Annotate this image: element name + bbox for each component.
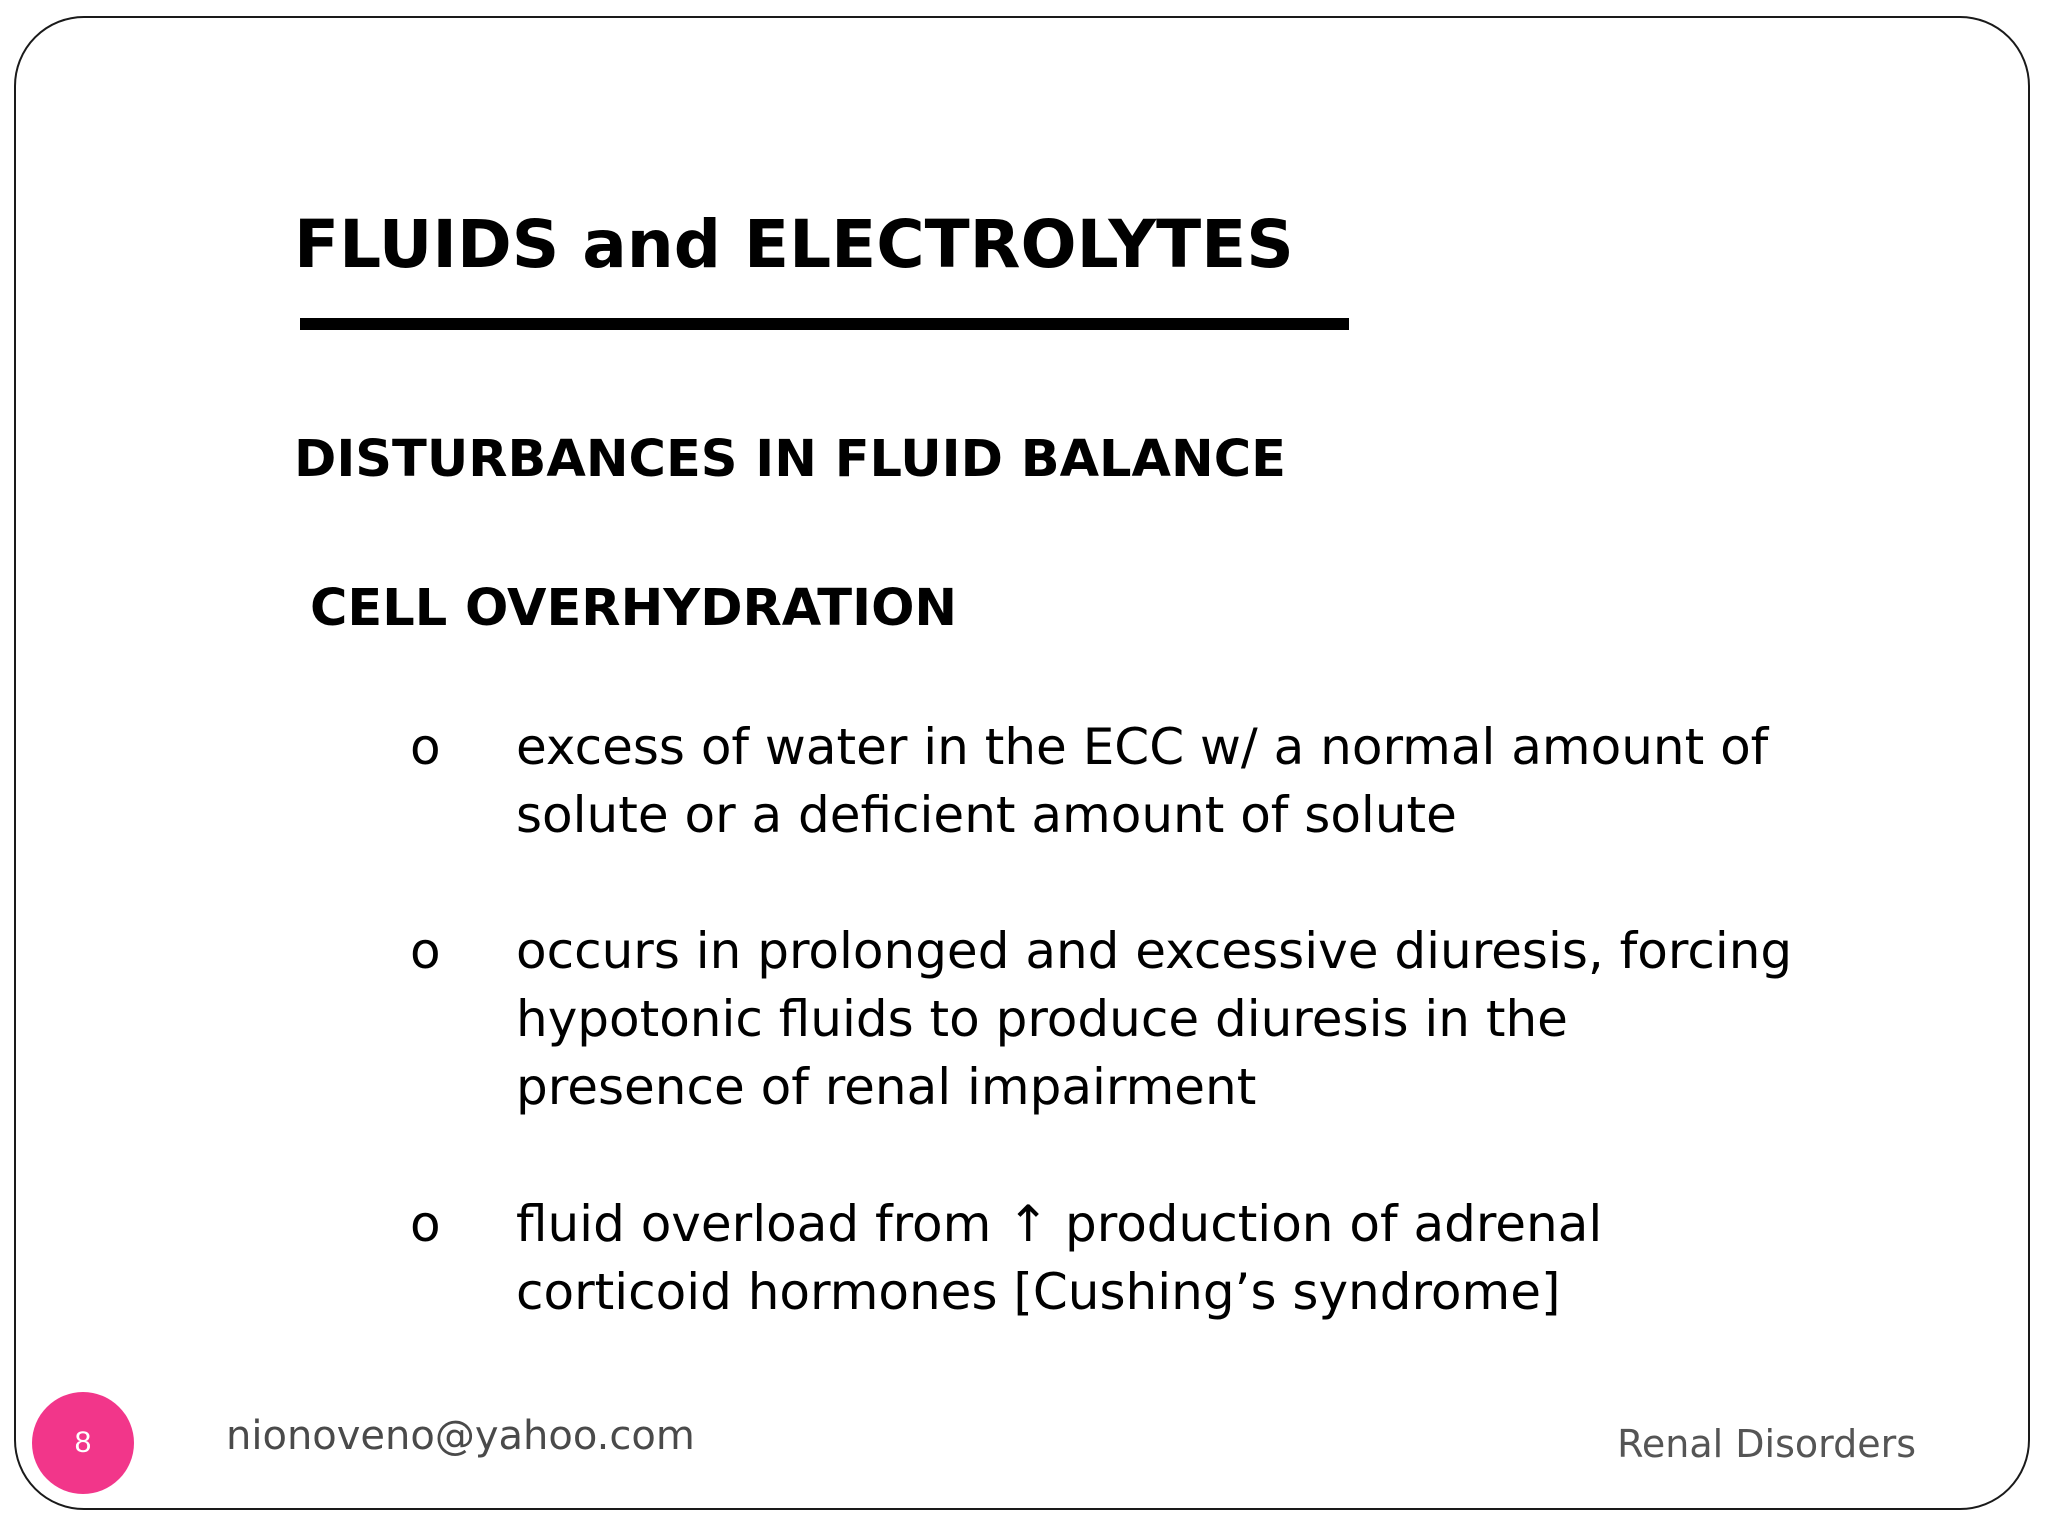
bullet-marker: o [410, 922, 441, 980]
bullet-text: occurs in prolonged and excessive diuresis, forcing hypotonic fluids to produce diuresis in the presence of renal impairment [516, 922, 1793, 1116]
section-heading: CELL OVERHYDRATION [310, 579, 958, 638]
page-number: 8 [74, 1426, 92, 1459]
bullet-item-1 [410, 713, 1830, 849]
bullet-text: excess of water in the ECC w/ a normal amount of solute or a deficient amount of solute [516, 718, 1769, 844]
bullet-item-3 [410, 1190, 1830, 1326]
footer-topic: Renal Disorders [1617, 1422, 1916, 1466]
bullet-marker: o [410, 1195, 441, 1253]
bullet-text: fluid overload from ↑ production of adrenal corticoid hormones [Cushing’s syndrome] [516, 1195, 1603, 1321]
slide-subtitle: DISTURBANCES IN FLUID BALANCE [294, 430, 1286, 489]
bullet-item-2 [410, 917, 1830, 1121]
footer-email: nionoveno@yahoo.com [226, 1413, 695, 1459]
page-number-badge [32, 1392, 134, 1494]
title-underline [300, 318, 1349, 330]
bullet-marker: o [410, 718, 441, 776]
slide-title: FLUIDS and ELECTROLYTES [294, 206, 1294, 283]
